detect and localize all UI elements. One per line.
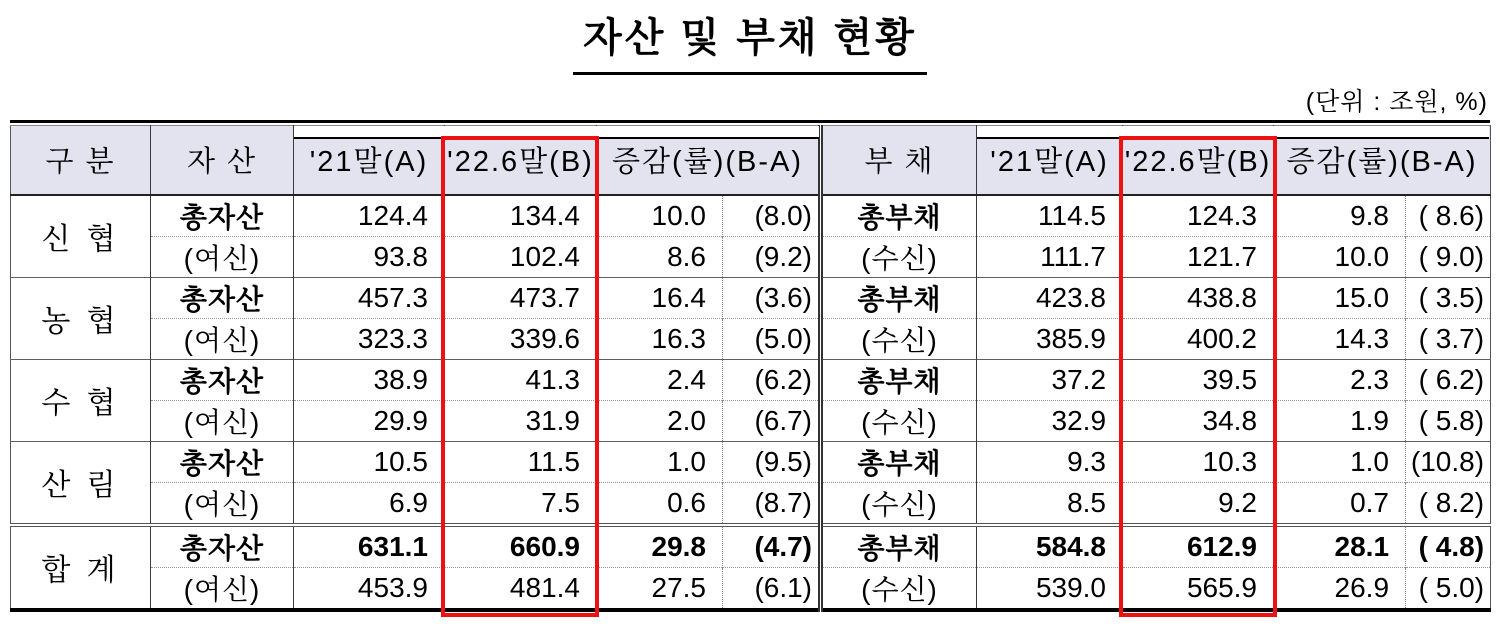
debt-226-value-cell: 124.3 [1123,195,1274,237]
debt-row-label-cell: 총부채 [821,359,977,400]
asset-change-value-cell: 2.0 [597,400,723,441]
table-row [11,525,1491,568]
table-row [11,277,1491,318]
header-debt: 부 채 [821,126,977,195]
debt-change-rate-cell: ( 8.2) [1406,482,1491,525]
debt-226-value-cell: 10.3 [1123,441,1274,482]
debt-row-label-cell: (수신) [821,482,977,525]
debt-row-label-cell: (수신) [821,318,977,359]
asset-change-rate-cell: (8.0) [723,195,821,237]
asset-change-rate-cell: (5.0) [723,318,821,359]
debt-226-value-cell: 9.2 [1123,482,1274,525]
asset-226-value-cell: 134.4 [445,195,597,237]
asset-226-value-cell: 339.6 [445,318,597,359]
asset-change-value-cell: 16.3 [597,318,723,359]
debt-change-value-cell: 28.1 [1274,525,1406,568]
asset-row-label-cell: (여신) [151,236,294,277]
asset-226-value-cell: 473.7 [445,277,597,318]
asset-21-value-cell: 457.3 [294,277,445,318]
debt-21-value-cell: 37.2 [977,359,1123,400]
asset-change-rate-cell: (9.2) [723,236,821,277]
table-row [11,195,1491,237]
debt-226-value-cell: 565.9 [1123,567,1274,610]
debt-row-label-cell: (수신) [821,400,977,441]
table-row [11,567,1491,610]
debt-row-label-cell: (수신) [821,567,977,610]
asset-226-value-cell: 31.9 [445,400,597,441]
debt-change-value-cell: 15.0 [1274,277,1406,318]
debt-226-value-cell: 121.7 [1123,236,1274,277]
debt-change-rate-cell: ( 9.0) [1406,236,1491,277]
group-label-cell: 농 협 [11,277,151,359]
debt-change-value-cell: 10.0 [1274,236,1406,277]
title-wrap [0,6,1500,75]
debt-21-value-cell: 114.5 [977,195,1123,237]
asset-21-value-cell: 323.3 [294,318,445,359]
asset-21-value-cell: 124.4 [294,195,445,237]
table-row [11,318,1491,359]
table-row [11,400,1491,441]
debt-21-value-cell: 8.5 [977,482,1123,525]
table-row [11,359,1491,400]
table-row [11,441,1491,482]
debt-226-value-cell: 438.8 [1123,277,1274,318]
group-label-cell: 산 림 [11,441,151,525]
header-asset: 자 산 [151,126,294,195]
debt-change-rate-cell: ( 4.8) [1406,525,1491,568]
debt-row-label-cell: (수신) [821,236,977,277]
asset-row-label-cell: 총자산 [151,359,294,400]
table-body [11,195,1491,610]
debt-row-label-cell: 총부채 [821,441,977,482]
asset-change-value-cell: 10.0 [597,195,723,237]
asset-226-value-cell: 660.9 [445,525,597,568]
asset-21-value-cell: 6.9 [294,482,445,525]
debt-21-value-cell: 111.7 [977,236,1123,277]
asset-row-label-cell: 총자산 [151,277,294,318]
debt-row-label-cell: 총부채 [821,525,977,568]
table-row [11,482,1491,525]
asset-226-value-cell: 102.4 [445,236,597,277]
debt-change-rate-cell: ( 3.7) [1406,318,1491,359]
debt-change-rate-cell: ( 5.0) [1406,567,1491,610]
group-label-cell: 합 계 [11,525,151,610]
debt-change-value-cell: 9.8 [1274,195,1406,237]
table-row [11,236,1491,277]
asset-21-value-cell: 29.9 [294,400,445,441]
debt-21-value-cell: 32.9 [977,400,1123,441]
header-debt-period-a: '21말(A) [977,126,1123,195]
debt-21-value-cell: 584.8 [977,525,1123,568]
debt-change-rate-cell: ( 6.2) [1406,359,1491,400]
page-title: 자산 및 부채 현황 [573,6,927,75]
debt-226-value-cell: 39.5 [1123,359,1274,400]
header-asset-period-b: '22.6말(B) [445,126,597,195]
group-label-cell: 신 협 [11,195,151,278]
debt-change-value-cell: 1.0 [1274,441,1406,482]
asset-226-value-cell: 41.3 [445,359,597,400]
debt-21-value-cell: 423.8 [977,277,1123,318]
header-gubun: 구 분 [11,126,151,195]
asset-change-value-cell: 27.5 [597,567,723,610]
debt-21-value-cell: 9.3 [977,441,1123,482]
header-inset-strip-debt [977,126,1489,139]
debt-226-value-cell: 400.2 [1123,318,1274,359]
asset-21-value-cell: 93.8 [294,236,445,277]
asset-change-value-cell: 2.4 [597,359,723,400]
debt-change-rate-cell: ( 8.6) [1406,195,1491,237]
asset-change-rate-cell: (8.7) [723,482,821,525]
asset-change-rate-cell: (6.2) [723,359,821,400]
asset-change-value-cell: 1.0 [597,441,723,482]
header-asset-change: 증감(률)(B-A) [597,126,821,195]
asset-change-rate-cell: (4.7) [723,525,821,568]
asset-row-label-cell: (여신) [151,400,294,441]
debt-226-value-cell: 34.8 [1123,400,1274,441]
asset-row-label-cell: (여신) [151,482,294,525]
asset-row-label-cell: (여신) [151,318,294,359]
debt-change-rate-cell: ( 5.8) [1406,400,1491,441]
header-debt-period-b: '22.6말(B) [1123,126,1274,195]
asset-change-value-cell: 29.8 [597,525,723,568]
debt-226-value-cell: 612.9 [1123,525,1274,568]
asset-row-label-cell: 총자산 [151,441,294,482]
header-debt-change: 증감(률)(B-A) [1274,126,1491,195]
header-asset-period-a: '21말(A) [294,126,445,195]
debt-row-label-cell: 총부채 [821,195,977,237]
debt-change-value-cell: 1.9 [1274,400,1406,441]
asset-change-rate-cell: (9.5) [723,441,821,482]
debt-21-value-cell: 539.0 [977,567,1123,610]
asset-21-value-cell: 631.1 [294,525,445,568]
asset-change-value-cell: 8.6 [597,236,723,277]
asset-row-label-cell: (여신) [151,567,294,610]
assets-liabilities-table-wrap [10,120,1490,612]
debt-change-value-cell: 2.3 [1274,359,1406,400]
debt-change-value-cell: 26.9 [1274,567,1406,610]
asset-change-rate-cell: (6.7) [723,400,821,441]
debt-change-value-cell: 14.3 [1274,318,1406,359]
asset-21-value-cell: 453.9 [294,567,445,610]
asset-change-rate-cell: (3.6) [723,277,821,318]
header-inset-strip-asset [294,126,819,139]
debt-change-rate-cell: ( 3.5) [1406,277,1491,318]
asset-226-value-cell: 481.4 [445,567,597,610]
debt-21-value-cell: 385.9 [977,318,1123,359]
asset-row-label-cell: 총자산 [151,195,294,237]
assets-liabilities-table [10,125,1491,612]
debt-row-label-cell: 총부채 [821,277,977,318]
asset-226-value-cell: 7.5 [445,482,597,525]
asset-21-value-cell: 10.5 [294,441,445,482]
asset-change-rate-cell: (6.1) [723,567,821,610]
debt-change-rate-cell: (10.8) [1406,441,1491,482]
debt-change-value-cell: 0.7 [1274,482,1406,525]
asset-226-value-cell: 11.5 [445,441,597,482]
unit-note: (단위 : 조원, %) [1305,88,1488,116]
asset-change-value-cell: 0.6 [597,482,723,525]
asset-21-value-cell: 38.9 [294,359,445,400]
asset-change-value-cell: 16.4 [597,277,723,318]
group-label-cell: 수 협 [11,359,151,441]
asset-row-label-cell: 총자산 [151,525,294,568]
